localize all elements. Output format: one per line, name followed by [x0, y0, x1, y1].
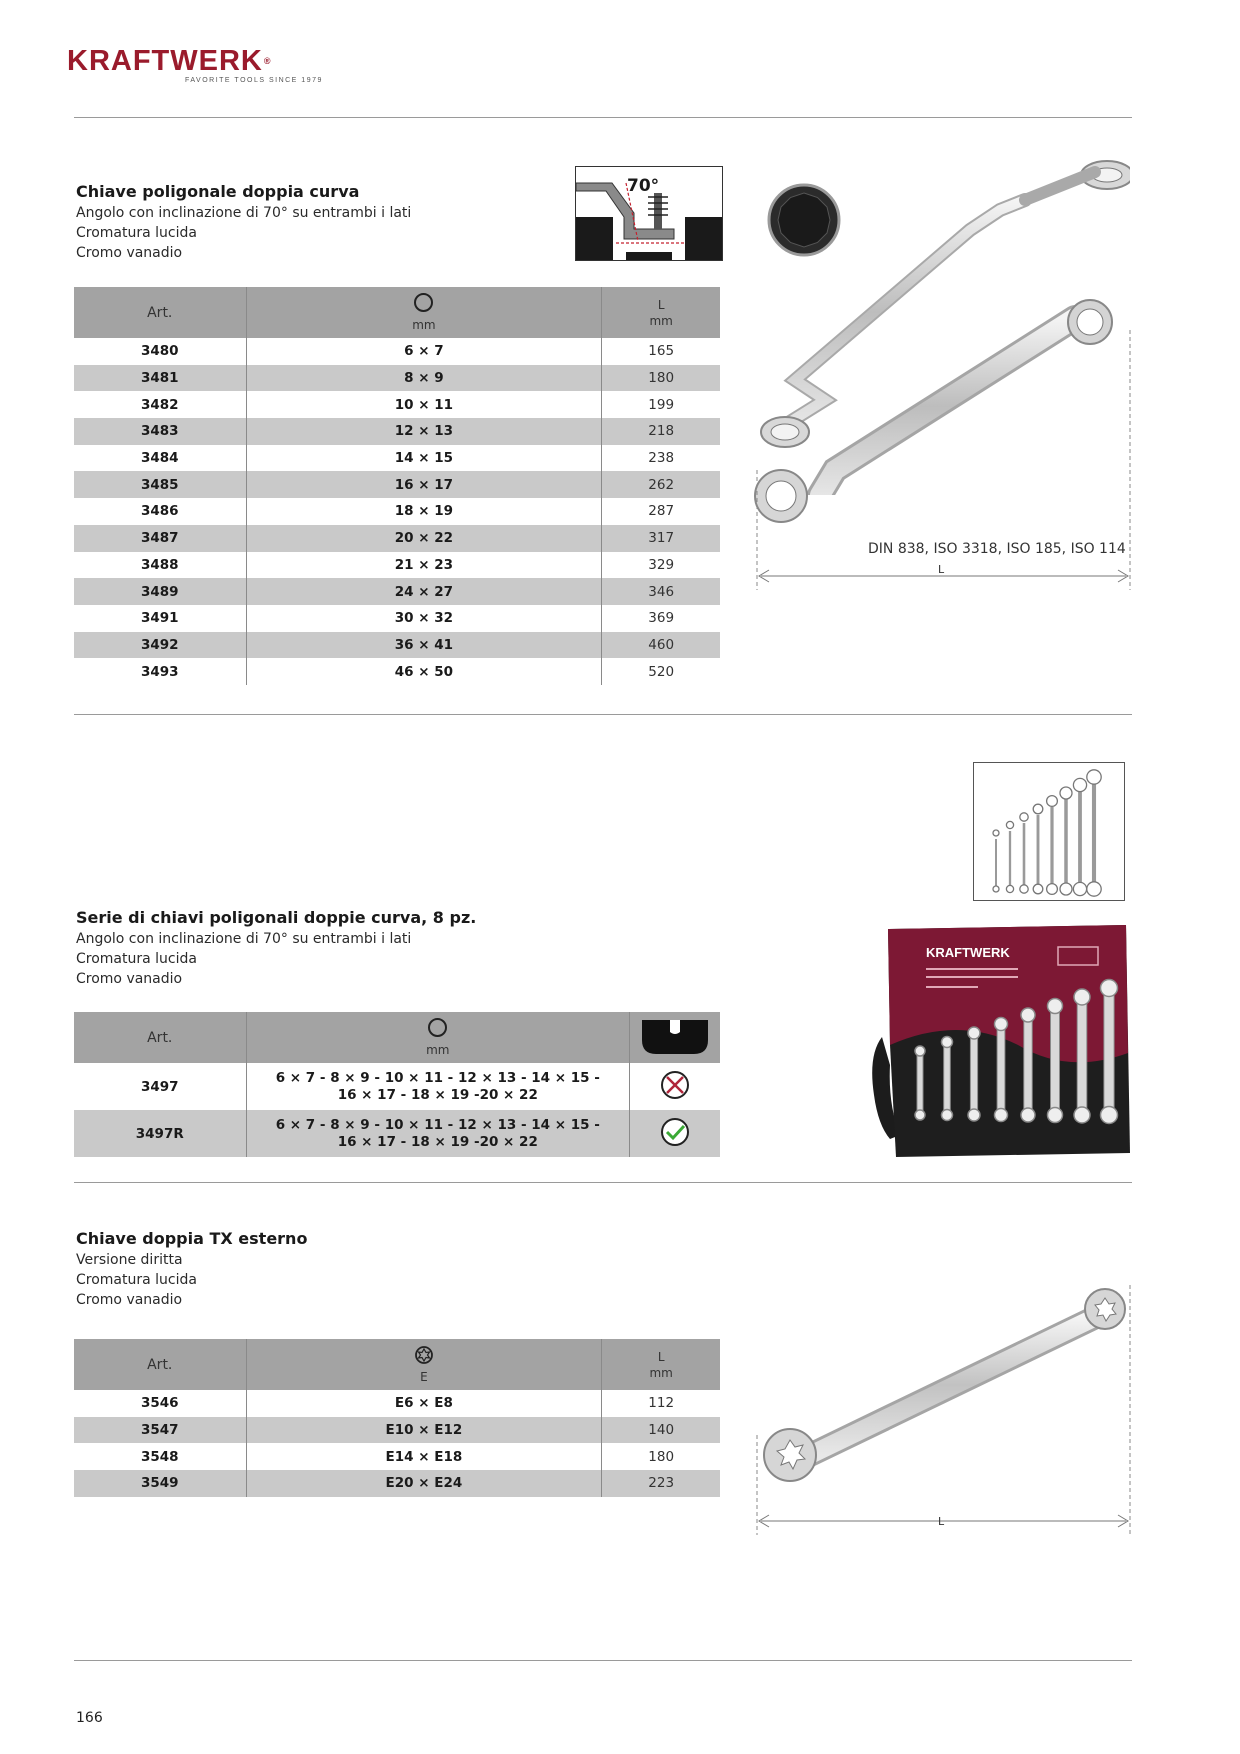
- set-wrench-ring: [1073, 882, 1086, 895]
- size-value: 24 × 27: [246, 578, 602, 605]
- size-value: 46 × 50: [246, 658, 602, 685]
- section3-desc-2: Cromatura lucida: [76, 1272, 197, 1288]
- pouch-wrench-ring: [995, 1018, 1008, 1031]
- pouch-wrench-ring: [1048, 1108, 1063, 1123]
- length-value: 199: [602, 391, 720, 418]
- art-number: 3547: [74, 1417, 246, 1444]
- table-header: [74, 1339, 720, 1390]
- set-wrench-ring: [1020, 885, 1028, 893]
- set-sizes: [246, 1063, 630, 1110]
- section2-desc-1: Angolo con inclinazione di 70° su entrambi i lati: [76, 931, 412, 947]
- pouch-wrench-shaft: [1024, 1015, 1032, 1111]
- size-value: E20 × E24: [246, 1470, 602, 1497]
- holder-status: [630, 1063, 720, 1110]
- pouch-wrench-shaft: [997, 1024, 1005, 1111]
- brand-logo: [67, 46, 272, 76]
- set-wrench-ring: [1033, 884, 1043, 894]
- dimension-l-label-3: L: [938, 1515, 945, 1528]
- col-size-unit: mm: [426, 1043, 450, 1057]
- col-size-header: [246, 1012, 630, 1063]
- art-number: 3493: [140, 663, 179, 680]
- length-value: 112: [602, 1390, 720, 1417]
- col-len-unit: mm: [649, 313, 673, 328]
- pouch-wrench-shaft: [917, 1051, 923, 1111]
- art-number: 3485: [74, 471, 246, 498]
- set-sizes-line1: 6 × 7 - 8 × 9 - 10 × 11 - 12 × 13 - 14 × 15 -: [275, 1116, 600, 1133]
- ring-spanner-icon: [414, 293, 433, 312]
- pouch-wrench-ring: [1074, 1107, 1090, 1123]
- pouch-wrench-ring: [968, 1027, 980, 1039]
- length-value: 369: [602, 605, 720, 632]
- col-len-header: [602, 1339, 720, 1390]
- section2-title: Serie di chiavi poligonali doppie curva, 8 pz.: [76, 908, 477, 927]
- length-value: 180: [602, 365, 720, 392]
- section1-desc-2: Cromatura lucida: [76, 225, 197, 241]
- pouch-wrench-shaft: [1077, 997, 1087, 1111]
- art-number: 3549: [74, 1470, 246, 1497]
- table-row: [74, 605, 720, 632]
- ring-spanner-icon: [428, 1018, 447, 1037]
- section3-title: Chiave doppia TX esterno: [76, 1229, 308, 1248]
- col-holder-header: [630, 1012, 720, 1063]
- section1-divider: [74, 714, 1132, 715]
- art-number: 3484: [140, 450, 179, 467]
- size-value: E10 × E12: [246, 1417, 602, 1444]
- section3-table: [74, 1339, 720, 1497]
- section1-table: [74, 287, 720, 685]
- length-value: 317: [602, 525, 720, 552]
- table-row: [74, 445, 720, 472]
- pouch-wrench-ring: [1048, 999, 1063, 1014]
- pouch-wrench-ring: [1101, 980, 1118, 997]
- length-value: 262: [602, 471, 720, 498]
- size-value: 30 × 32: [246, 605, 602, 632]
- size-value: 21 × 23: [246, 552, 602, 579]
- art-number: 3487: [74, 525, 246, 552]
- set-wrench-ring: [993, 886, 999, 892]
- table-row: [74, 1390, 720, 1417]
- art-number: 3486: [140, 503, 179, 520]
- set-wrench-ring: [1033, 804, 1043, 814]
- col-art-header: Art.: [74, 1339, 246, 1390]
- length-value: 287: [602, 498, 720, 525]
- brand-tagline: FAVORITE TOOLS SINCE 1979: [185, 77, 323, 84]
- standards-label: DIN 838, ISO 3318, ISO 185, ISO 114: [868, 541, 1126, 557]
- table-header: [74, 287, 720, 338]
- angle-diagram: [575, 166, 723, 261]
- table-row: [74, 1063, 720, 1110]
- table-row: [74, 498, 720, 525]
- col-size-header: [246, 1339, 602, 1390]
- pouch-wrench-ring: [942, 1110, 953, 1121]
- section3-desc-1: Versione diritta: [76, 1252, 183, 1268]
- set-wrench-ring: [1006, 885, 1013, 892]
- table-row: [74, 338, 720, 365]
- set-wrench-ring: [1073, 778, 1086, 791]
- brand-name: KRAFTWERK: [67, 45, 263, 77]
- col-len-label: L: [657, 1349, 665, 1364]
- section2-desc-2: Cromatura lucida: [76, 951, 197, 967]
- table-row: [74, 365, 720, 392]
- art-number: 3482: [140, 396, 179, 413]
- table-row: [74, 391, 720, 418]
- size-value: 18 × 19: [246, 498, 602, 525]
- size-value: 14 × 15: [246, 445, 602, 472]
- set-sizes: [246, 1110, 630, 1157]
- section2-desc-3: Cromo vanadio: [76, 971, 183, 987]
- length-value: 329: [602, 552, 720, 579]
- section1-title: Chiave poligonale doppia curva: [76, 182, 360, 201]
- size-value: E14 × E18: [246, 1443, 602, 1470]
- pouch-brand-text: KRAFTWERK: [926, 945, 1010, 960]
- table-header: [74, 1012, 720, 1063]
- length-value: 460: [602, 632, 720, 659]
- set-wrench-ring: [1047, 884, 1058, 895]
- set-wrench-ring: [1047, 796, 1058, 807]
- size-value: 20 × 22: [246, 525, 602, 552]
- length-value: 165: [602, 338, 720, 365]
- pouch-wrench-shaft: [1051, 1006, 1060, 1111]
- pouch-wrench-shaft: [970, 1033, 977, 1111]
- pouch-wrench-shaft: [944, 1042, 951, 1111]
- table-row: [74, 418, 720, 445]
- art-number: 3548: [140, 1448, 179, 1465]
- art-number: 3483: [74, 418, 246, 445]
- straight-tx-wrench-image: [755, 1285, 1133, 1535]
- pouch-wrench-shaft: [1104, 988, 1114, 1111]
- set-wrench-ring: [1006, 821, 1013, 828]
- registered-mark: ®: [263, 56, 272, 66]
- pouch-wrench-ring: [1074, 989, 1090, 1005]
- set-wrench-ring: [1020, 813, 1028, 821]
- set-sizes-line2: 16 × 17 - 18 × 19 -20 × 22: [337, 1133, 538, 1150]
- table-row: [74, 578, 720, 605]
- section3-desc-3: Cromo vanadio: [76, 1292, 183, 1308]
- length-value: 520: [602, 658, 720, 685]
- art-number: 3481: [74, 365, 246, 392]
- header-divider: [74, 117, 1132, 118]
- set-wrench-ring: [1060, 883, 1072, 895]
- pouch-wrench-ring: [1021, 1108, 1035, 1122]
- col-art-header: Art.: [74, 1012, 246, 1063]
- col-len-label: L: [657, 297, 665, 312]
- art-number: 3492: [74, 632, 246, 659]
- table-row: [74, 632, 720, 659]
- tool-holder-icon: [640, 1016, 710, 1056]
- col-size-header: [246, 287, 602, 338]
- wrench-roll-pouch-image: [868, 925, 1130, 1157]
- length-value: 346: [602, 578, 720, 605]
- length-value: 238: [602, 445, 720, 472]
- art-number: 3546: [140, 1395, 179, 1412]
- table-row: [74, 1417, 720, 1444]
- pouch-wrench-ring: [995, 1109, 1008, 1122]
- pouch-wrench-ring: [915, 1110, 925, 1120]
- table-row: [74, 658, 720, 685]
- check-icon: [660, 1117, 690, 1147]
- set-art-number: 3497: [140, 1078, 179, 1095]
- size-value: 10 × 11: [246, 391, 602, 418]
- wrench-set-thumbnail: [973, 762, 1125, 901]
- size-value: 16 × 17: [246, 471, 602, 498]
- table-row: [74, 1470, 720, 1497]
- col-len-header: [602, 287, 720, 338]
- art-number: 3491: [140, 610, 179, 627]
- table-row: [74, 1443, 720, 1470]
- dimension-l-label-1: L: [938, 563, 945, 576]
- art-number: 3489: [74, 578, 246, 605]
- art-number: 3488: [140, 556, 179, 573]
- table-row: [74, 471, 720, 498]
- length-value: 180: [602, 1443, 720, 1470]
- set-wrench-ring: [1087, 770, 1101, 784]
- art-number: 3480: [140, 343, 179, 360]
- pouch-wrench-ring: [915, 1046, 925, 1056]
- cross-icon: [660, 1070, 690, 1100]
- size-value: E6 × E8: [246, 1390, 602, 1417]
- section1-desc-3: Cromo vanadio: [76, 245, 183, 261]
- set-wrench-ring: [1087, 882, 1101, 896]
- pouch-wrench-ring: [1021, 1008, 1035, 1022]
- col-size-unit: E: [420, 1369, 428, 1384]
- col-len-unit: mm: [649, 1365, 673, 1380]
- footer-divider: [74, 1660, 1132, 1661]
- pouch-wrench-ring: [968, 1109, 980, 1121]
- table-row: [74, 552, 720, 579]
- holder-status: [630, 1110, 720, 1157]
- length-value: 223: [602, 1470, 720, 1497]
- col-size-unit: mm: [412, 318, 436, 332]
- pouch-wrench-ring: [942, 1037, 953, 1048]
- size-value: 6 × 7: [246, 338, 602, 365]
- angle-label: 70°: [627, 176, 660, 196]
- page-number: 166: [76, 1710, 103, 1726]
- section2-table: [74, 1012, 720, 1157]
- torx-ring-icon: [415, 1346, 433, 1364]
- size-value: 12 × 13: [246, 418, 602, 445]
- size-value: 8 × 9: [246, 365, 602, 392]
- set-sizes-line1: 6 × 7 - 8 × 9 - 10 × 11 - 12 × 13 - 14 × 15 -: [275, 1069, 600, 1086]
- set-wrench-ring: [1060, 787, 1072, 799]
- size-value: 36 × 41: [246, 632, 602, 659]
- set-wrench-ring: [993, 830, 999, 836]
- section1-desc-1: Angolo con inclinazione di 70° su entrambi i lati: [76, 205, 412, 221]
- set-sizes-line2: 16 × 17 - 18 × 19 -20 × 22: [337, 1086, 538, 1103]
- length-value: 218: [602, 418, 720, 445]
- set-art-number: 3497R: [74, 1110, 246, 1157]
- section2-divider: [74, 1182, 1132, 1183]
- table-row: [74, 1110, 720, 1157]
- length-value: 140: [602, 1417, 720, 1444]
- col-art-header: Art.: [74, 287, 246, 338]
- pouch-wrench-ring: [1101, 1107, 1118, 1124]
- table-row: [74, 525, 720, 552]
